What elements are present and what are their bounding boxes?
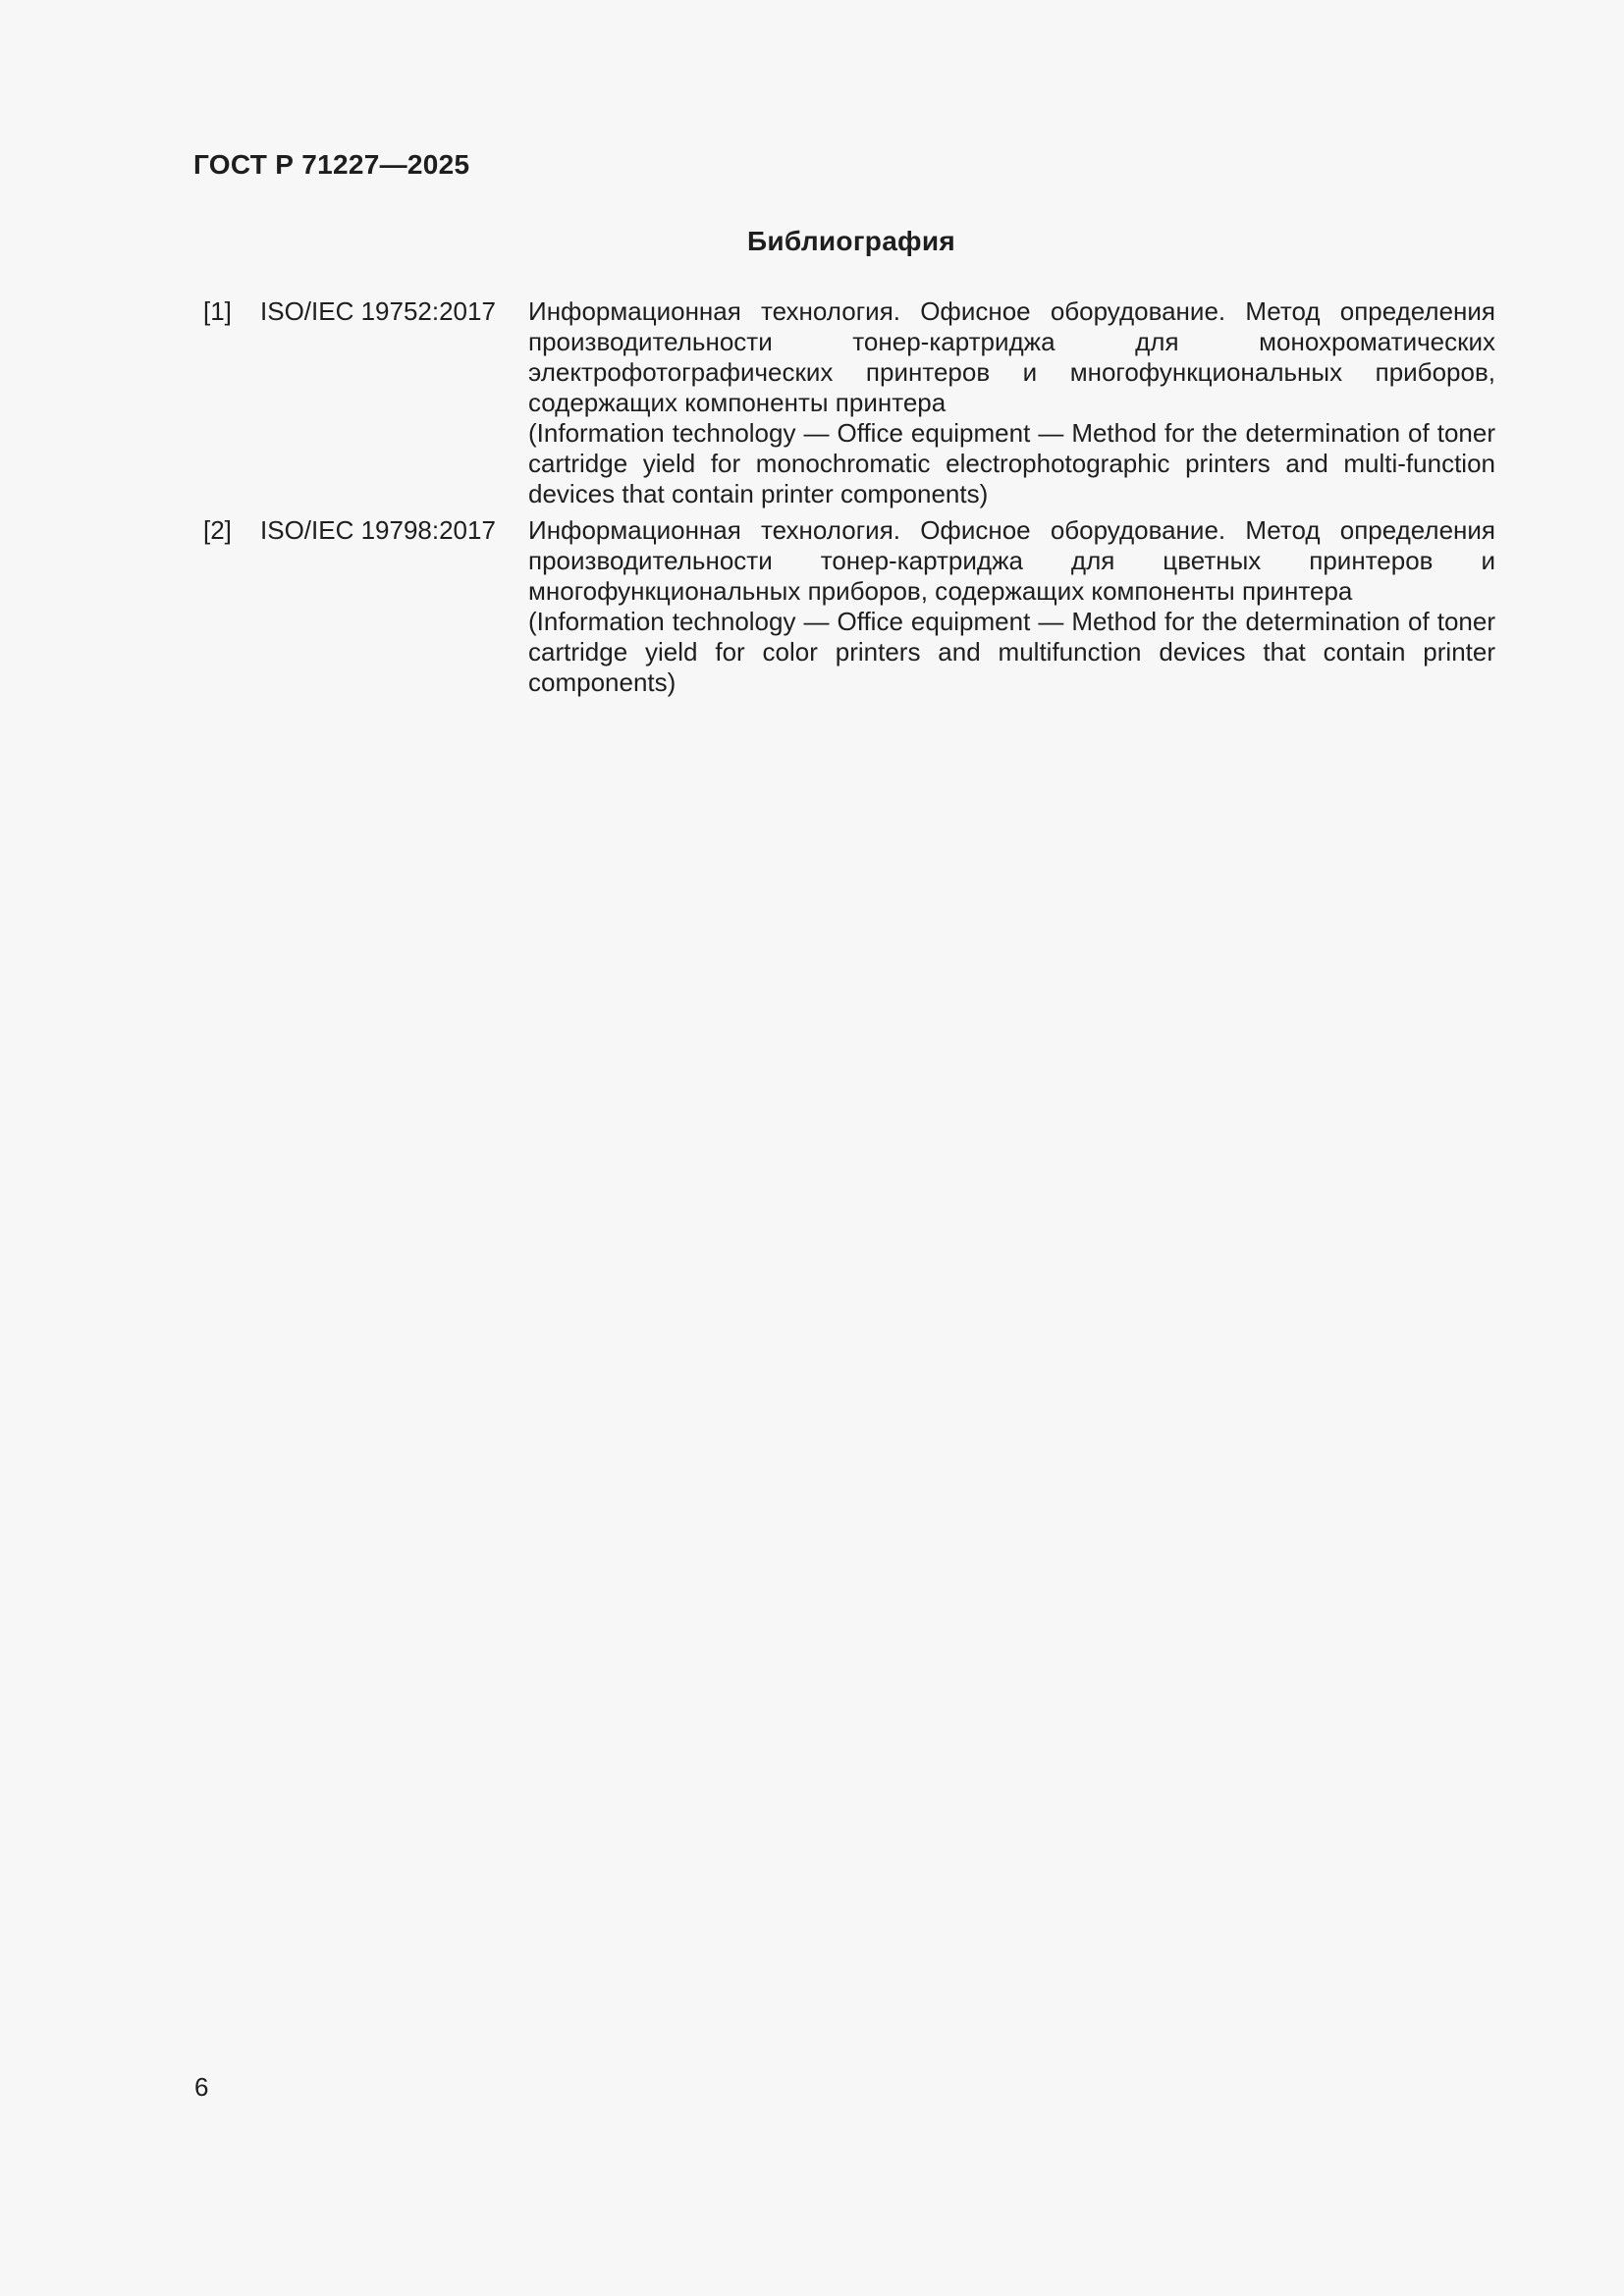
reference-description [528,515,1495,698]
reference-title-ru: Информационная технология. Офисное оборудование. Метод определения производительности тонер-картриджа для монохроматических электрофотографических принтеров и многофункциональных приборов, содержащих компоненты принтера [528,296,1495,417]
bibliography-list [193,296,1495,704]
reference-number: [2] [203,515,232,545]
reference-number: [1] [203,296,232,326]
standard-designation: ISO/IEC 19798:2017 [260,515,496,545]
reference-title-en: (Information technology — Office equipment — Method for the determination of toner cartridge yield for color printers and multifunction devices that contain printer components) [528,607,1495,697]
reference-description [528,296,1495,509]
document-code: ГОСТ Р 71227—2025 [193,149,470,180]
reference-title-ru: Информационная технология. Офисное оборудование. Метод определения производительности тонер-картриджа для цветных принтеров и многофункциональных приборов, содержащих компоненты принтера [528,515,1495,606]
reference-title-en: (Information technology — Office equipment — Method for the determination of toner cartridge yield for monochromatic electrophotographic printers and multi-function devices that contain printer components) [528,418,1495,508]
section-title: Библиография [746,226,956,256]
bibliography-entry [193,296,1495,509]
standard-designation: ISO/IEC 19752:2017 [260,296,496,326]
bibliography-entry [193,515,1495,698]
page-number: 6 [194,2072,209,2102]
